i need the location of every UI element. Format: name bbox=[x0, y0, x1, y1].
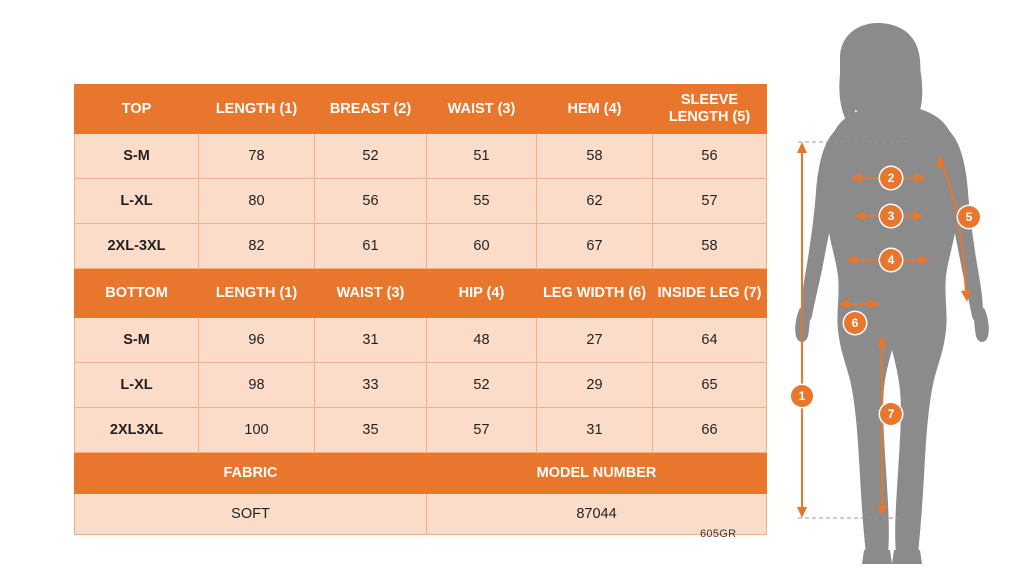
table-row bbox=[75, 134, 767, 179]
table-row bbox=[75, 408, 767, 453]
header-bottom: BOTTOM bbox=[75, 269, 199, 318]
row-size-label: S-M bbox=[75, 318, 199, 363]
header-length-1: LENGTH (1) bbox=[199, 85, 315, 134]
cell-sleeve-length: 58 bbox=[653, 224, 767, 269]
cell-length: 82 bbox=[199, 224, 315, 269]
cell-waist: 60 bbox=[427, 224, 537, 269]
cell-fabric-value: SOFT bbox=[75, 494, 427, 535]
cell-breast: 61 bbox=[315, 224, 427, 269]
bottom-section-header-row bbox=[75, 269, 767, 318]
cell-breast: 52 bbox=[315, 134, 427, 179]
cell-hip: 48 bbox=[427, 318, 537, 363]
badge-3-waist: 3 bbox=[880, 205, 902, 227]
product-code-label: 605GR bbox=[700, 528, 737, 540]
cell-length: 100 bbox=[199, 408, 315, 453]
cell-waist: 51 bbox=[427, 134, 537, 179]
cell-inside-leg: 65 bbox=[653, 363, 767, 408]
cell-waist: 55 bbox=[427, 179, 537, 224]
header-top: TOP bbox=[75, 85, 199, 134]
row-size-label: 2XL-3XL bbox=[75, 224, 199, 269]
badge-1-length: 1 bbox=[791, 385, 813, 407]
header-sleeve-length-5: SLEEVE LENGTH (5) bbox=[653, 85, 767, 134]
badge-6-leg-width: 6 bbox=[844, 312, 866, 334]
row-size-label: S-M bbox=[75, 134, 199, 179]
header-length-1: LENGTH (1) bbox=[199, 269, 315, 318]
cell-length: 96 bbox=[199, 318, 315, 363]
header-fabric: FABRIC bbox=[75, 453, 427, 494]
cell-length: 80 bbox=[199, 179, 315, 224]
header-waist-3: WAIST (3) bbox=[427, 85, 537, 134]
cell-length: 78 bbox=[199, 134, 315, 179]
cell-waist: 31 bbox=[315, 318, 427, 363]
cell-inside-leg: 64 bbox=[653, 318, 767, 363]
row-size-label: L-XL bbox=[75, 179, 199, 224]
cell-hem: 62 bbox=[537, 179, 653, 224]
table-row bbox=[75, 179, 767, 224]
badge-7-inside-leg: 7 bbox=[880, 403, 902, 425]
header-waist-3: WAIST (3) bbox=[315, 269, 427, 318]
top-section-header-row bbox=[75, 85, 767, 134]
badge-5-sleeve-length: 5 bbox=[958, 206, 980, 228]
size-chart-table bbox=[74, 84, 767, 535]
header-inside-leg-7: INSIDE LEG (7) bbox=[653, 269, 767, 318]
header-model-number: MODEL NUMBER bbox=[427, 453, 767, 494]
header-hip-4: HIP (4) bbox=[427, 269, 537, 318]
table-row bbox=[75, 318, 767, 363]
cell-waist: 33 bbox=[315, 363, 427, 408]
cell-model-number-value: 87044 bbox=[427, 494, 767, 535]
cell-hem: 67 bbox=[537, 224, 653, 269]
cell-inside-leg: 66 bbox=[653, 408, 767, 453]
cell-breast: 56 bbox=[315, 179, 427, 224]
cell-leg-width: 31 bbox=[537, 408, 653, 453]
female-silhouette-icon bbox=[780, 20, 1024, 576]
header-leg-width-6: LEG WIDTH (6) bbox=[537, 269, 653, 318]
cell-leg-width: 27 bbox=[537, 318, 653, 363]
cell-length: 98 bbox=[199, 363, 315, 408]
cell-hem: 58 bbox=[537, 134, 653, 179]
row-size-label: 2XL3XL bbox=[75, 408, 199, 453]
measurement-figure bbox=[780, 20, 1024, 576]
cell-sleeve-length: 56 bbox=[653, 134, 767, 179]
header-hem-4: HEM (4) bbox=[537, 85, 653, 134]
row-size-label: L-XL bbox=[75, 363, 199, 408]
footer-header-row bbox=[75, 453, 767, 494]
cell-hip: 57 bbox=[427, 408, 537, 453]
cell-leg-width: 29 bbox=[537, 363, 653, 408]
footer-value-row bbox=[75, 494, 767, 535]
cell-waist: 35 bbox=[315, 408, 427, 453]
table-row bbox=[75, 224, 767, 269]
cell-sleeve-length: 57 bbox=[653, 179, 767, 224]
table-row bbox=[75, 363, 767, 408]
cell-hip: 52 bbox=[427, 363, 537, 408]
badge-2-breast: 2 bbox=[880, 167, 902, 189]
header-breast-2: BREAST (2) bbox=[315, 85, 427, 134]
badge-4-hip: 4 bbox=[880, 249, 902, 271]
